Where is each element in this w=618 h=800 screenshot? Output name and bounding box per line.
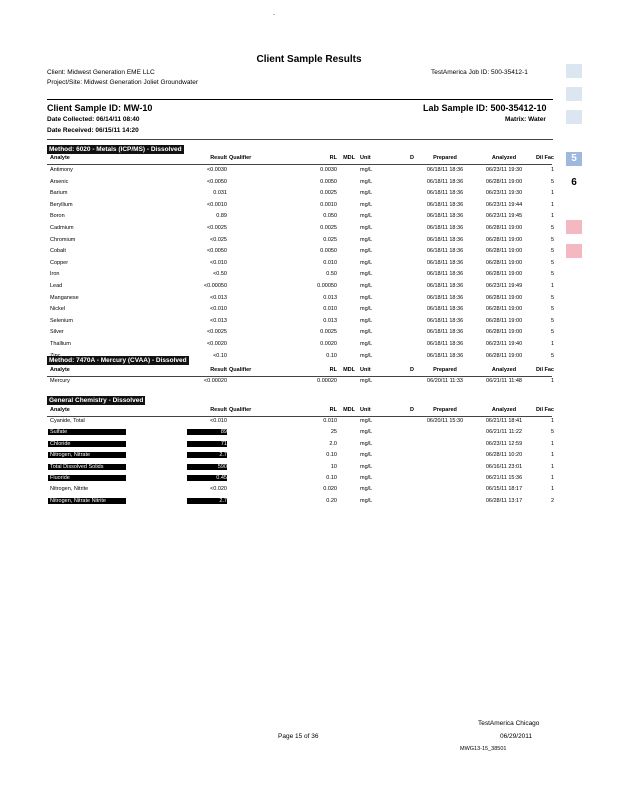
cell-analyzed: 06/28/11 19:00 [485, 225, 523, 231]
cell-rl: 0.20 [326, 497, 337, 504]
cell-dil-fac: 1 [550, 190, 554, 197]
cell-dil-fac: 5 [550, 329, 554, 336]
cell-dil-fac: 5 [550, 306, 554, 313]
cell-analyzed: 06/28/11 19:00 [485, 271, 523, 278]
cell-result: 2.7 [187, 498, 227, 504]
cell-unit: mg/L [360, 190, 373, 197]
side-tab-label: 5 [571, 153, 577, 164]
table-row [47, 213, 557, 223]
cell-prepared: 06/18/11 18:36 [426, 178, 464, 185]
table-row [47, 260, 557, 270]
column-header-row [47, 407, 557, 415]
cell-prepared: 06/18/11 18:36 [426, 306, 464, 313]
table-row [47, 378, 557, 388]
cell-analyte: Chromium [50, 236, 76, 243]
table-row [47, 295, 557, 305]
cell-rl: 0.010 [323, 306, 337, 313]
col-qualifier: Qualifier [229, 407, 252, 413]
footer-page-number: Page 15 of 36 [278, 733, 319, 740]
cell-result: <0.013 [210, 317, 227, 324]
cell-rl: 0.0025 [320, 190, 337, 197]
col-prepared: Prepared [433, 367, 457, 373]
cell-dil-fac: 5 [550, 248, 554, 255]
cell-rl: 0.0025 [320, 329, 337, 336]
cell-unit: mg/L [360, 167, 373, 173]
cell-unit: mg/L [360, 429, 373, 436]
cell-unit: mg/L [360, 378, 373, 384]
table-row [47, 475, 557, 485]
cell-unit: mg/L [360, 213, 373, 220]
cell-analyzed: 06/28/11 19:00 [485, 329, 523, 336]
cell-rl: 0.0050 [320, 178, 337, 185]
cell-dil-fac: 1 [550, 167, 554, 173]
side-tab[interactable] [566, 244, 582, 258]
col-result: Result [210, 155, 227, 161]
cell-dil-fac: 1 [550, 341, 554, 347]
cell-prepared: 06/18/11 18:36 [426, 190, 464, 197]
table-row [47, 202, 557, 212]
col-d: D [410, 367, 414, 373]
side-tab[interactable] [566, 110, 582, 124]
cell-analyzed: 06/28/11 19:00 [485, 306, 523, 313]
col-analyte: Analyte [50, 367, 70, 373]
cell-analyte: Boron [50, 213, 65, 220]
table-row [47, 225, 557, 235]
cell-result: 0.031 [213, 190, 227, 197]
cell-rl: 0.013 [323, 317, 337, 324]
sample-divider [47, 139, 553, 140]
cell-rl: 10 [330, 463, 337, 470]
cell-unit: mg/L [360, 497, 373, 504]
cell-result: <0.0025 [206, 329, 227, 336]
cell-rl: 0.025 [323, 236, 337, 243]
job-id: TestAmerica Job ID: 500-35412-1 [431, 69, 528, 76]
cell-dil-fac: 1 [550, 452, 554, 459]
cell-analyte: Cadmium [50, 225, 74, 231]
cell-dil-fac: 1 [550, 213, 554, 220]
cell-rl: 0.010 [323, 418, 337, 424]
cell-result: <0.0020 [206, 341, 227, 347]
col-analyte: Analyte [50, 407, 70, 413]
table-row [47, 329, 557, 339]
cell-result: <0.0010 [206, 201, 227, 208]
cell-unit: mg/L [360, 352, 373, 359]
cell-rl: 0.50 [326, 271, 337, 278]
client-sample-id: Client Sample ID: MW-10 [47, 103, 153, 113]
cell-result: <0.10 [213, 352, 227, 359]
cell-analyzed: 06/21/11 15:36 [485, 475, 523, 481]
cell-analyzed: 06/23/11 19:30 [485, 167, 523, 173]
cell-rl: 0.020 [323, 486, 337, 493]
table-row [47, 179, 557, 189]
cell-dil-fac: 1 [550, 201, 554, 208]
cell-rl: 2.0 [329, 440, 337, 447]
cell-analyte: Barium [50, 190, 68, 197]
cell-result: <0.00050 [203, 283, 227, 289]
cell-result: <0.50 [213, 271, 227, 278]
page-title: Client Sample Results [256, 54, 362, 65]
cell-prepared: 06/18/11 18:36 [426, 259, 464, 266]
cell-rl: 0.10 [326, 352, 337, 359]
cell-analyte: Thallium [50, 341, 71, 347]
lab-sample-id: Lab Sample ID: 500-35412-10 [423, 103, 547, 113]
col-d: D [410, 155, 414, 161]
cell-prepared: 06/18/11 18:36 [426, 225, 464, 231]
col-dil-fac: Dil Fac [535, 367, 554, 373]
col-rl: RL [329, 407, 337, 413]
section-title-general-chemistry: General Chemistry - Dissolved [49, 397, 144, 404]
cell-unit: mg/L [360, 259, 373, 266]
cell-analyzed: 06/28/11 19:00 [485, 178, 523, 185]
cell-result: 0.45 [187, 475, 227, 481]
cell-dil-fac: 2 [550, 497, 554, 504]
cell-rl: 0.013 [323, 294, 337, 301]
client-name: Client: Midwest Generation EME LLC [47, 69, 155, 76]
cell-analyte: Cobalt [50, 248, 66, 255]
cell-prepared: 06/18/11 18:36 [426, 352, 464, 359]
col-prepared: Prepared [433, 155, 457, 161]
column-header-rule [47, 376, 552, 377]
date-received: Date Received: 06/15/11 14:20 [47, 127, 139, 134]
cell-result: <0.025 [210, 236, 227, 243]
cell-analyte: Nitrogen, Nitrate [48, 452, 126, 458]
cell-prepared: 06/18/11 18:36 [426, 317, 464, 324]
cell-result: <0.0050 [206, 248, 227, 255]
cell-dil-fac: 1 [550, 475, 554, 481]
cell-prepared: 06/18/11 18:36 [426, 167, 464, 173]
cell-analyte: Nitrogen, Nitrate Nitrite [48, 498, 126, 504]
table-row [47, 486, 557, 496]
header-divider [47, 99, 553, 100]
cell-analyzed: 06/28/11 19:00 [485, 259, 523, 266]
side-tab-label: 6 [571, 177, 577, 188]
cell-analyzed: 06/23/11 19:45 [485, 213, 523, 220]
col-unit: Unit [360, 367, 371, 373]
section-title-metals: Method: 6020 - Metals (ICP/MS) - Dissolved [49, 146, 182, 153]
cell-dil-fac: 1 [550, 283, 554, 289]
cell-rl: 0.10 [326, 475, 337, 481]
column-header-rule [47, 416, 552, 417]
cell-analyte: Arsenic [50, 178, 69, 185]
cell-analyte: Iron [50, 271, 60, 278]
cell-dil-fac: 5 [550, 294, 554, 301]
cell-analyzed: 06/28/11 19:00 [485, 294, 523, 301]
cell-dil-fac: 5 [550, 317, 554, 324]
cell-result: 71 [187, 441, 227, 447]
cell-unit: mg/L [360, 201, 373, 208]
col-mdl: MDL [343, 367, 355, 373]
cell-analyzed: 06/21/11 11:22 [486, 429, 522, 436]
cell-rl: 0.010 [323, 259, 337, 266]
cell-rl: 0.050 [323, 213, 337, 220]
table-row [47, 464, 557, 474]
cell-analyzed: 06/23/11 19:44 [485, 201, 523, 208]
cell-unit: mg/L [360, 486, 373, 493]
cell-prepared: 06/18/11 18:36 [426, 248, 464, 255]
table-row [47, 418, 557, 428]
cell-unit: mg/L [360, 294, 373, 301]
side-tab[interactable] [566, 220, 582, 234]
cell-unit: mg/L [360, 317, 373, 324]
cell-analyte: Sulfate [48, 429, 126, 435]
col-unit: Unit [360, 155, 371, 161]
cell-analyte: Copper [50, 259, 69, 266]
cell-dil-fac: 5 [550, 259, 554, 266]
cell-analyte: Selenium [50, 317, 73, 324]
cell-rl: 0.00020 [317, 378, 337, 384]
cell-dil-fac: 5 [550, 429, 554, 436]
table-row [47, 441, 557, 451]
cell-analyte: Mercury [50, 378, 70, 384]
cell-analyte: Nickel [50, 306, 65, 313]
project-site: Project/Site: Midwest Generation Joliet Groundwater [47, 79, 199, 86]
cell-analyzed: 06/28/11 19:00 [485, 352, 523, 359]
cell-prepared: 06/20/11 11:33 [427, 378, 463, 384]
column-header-row [47, 367, 557, 375]
cell-unit: mg/L [360, 306, 373, 313]
cell-unit: mg/L [360, 248, 373, 255]
cell-rl: 0.0050 [320, 248, 337, 255]
cell-rl: 0.0020 [320, 341, 337, 347]
cell-analyzed: 06/28/11 13:17 [485, 497, 523, 504]
table-row [47, 248, 557, 258]
cell-result: <0.020 [210, 486, 227, 493]
table-row [47, 306, 557, 316]
cell-unit: mg/L [360, 329, 373, 336]
table-row [47, 452, 557, 462]
cell-prepared: 06/18/11 18:36 [426, 213, 464, 220]
cell-rl: 0.0030 [320, 167, 337, 173]
cell-rl: 0.0025 [320, 225, 337, 231]
cell-dil-fac: 5 [550, 178, 554, 185]
col-result: Result [210, 367, 227, 373]
cell-analyzed: 06/28/11 19:00 [485, 236, 523, 243]
cell-rl: 0.10 [326, 452, 337, 459]
cell-unit: mg/L [360, 178, 373, 185]
cell-analyzed: 06/15/11 18:17 [485, 486, 523, 493]
cell-dil-fac: 1 [550, 463, 554, 470]
cell-analyzed: 06/23/11 19:30 [485, 190, 523, 197]
table-row [47, 429, 557, 439]
cell-unit: mg/L [360, 475, 373, 481]
table-row [47, 283, 557, 293]
cell-rl: 25 [330, 429, 337, 436]
cell-analyte: Manganese [50, 294, 79, 301]
col-analyte: Analyte [50, 155, 70, 161]
cell-analyzed: 06/28/11 19:00 [485, 317, 523, 324]
side-tab[interactable] [566, 87, 582, 101]
cell-prepared: 06/20/11 15:30 [426, 418, 464, 424]
cell-analyzed: 06/28/11 10:20 [485, 452, 523, 459]
cell-unit: mg/L [360, 283, 373, 289]
col-mdl: MDL [343, 407, 355, 413]
cell-result: 2.7 [187, 452, 227, 458]
cell-unit: mg/L [360, 271, 373, 278]
table-row [47, 167, 557, 177]
cell-prepared: 06/18/11 18:36 [426, 283, 464, 289]
cell-unit: mg/L [360, 225, 373, 231]
cell-dil-fac: 5 [550, 225, 554, 231]
cell-analyte: Total Dissolved Solids [48, 464, 126, 470]
cell-result: <0.00020 [203, 378, 227, 384]
cell-result: <0.0030 [206, 167, 227, 173]
column-header-rule [47, 164, 552, 165]
matrix: Matrix: Water [505, 116, 546, 123]
cell-analyte: Silver [50, 329, 64, 336]
table-row [47, 318, 557, 328]
table-row [47, 271, 557, 281]
cell-dil-fac: 1 [550, 378, 554, 384]
table-row [47, 190, 557, 200]
col-mdl: MDL [343, 155, 355, 161]
cell-analyzed: 06/23/11 19:40 [485, 341, 523, 347]
footer-document-id: MWG13-15_38501 [460, 746, 507, 752]
cell-dil-fac: 5 [550, 271, 554, 278]
side-tab[interactable] [566, 64, 582, 78]
side-tab[interactable] [566, 176, 582, 190]
col-qualifier: Qualifier [229, 367, 252, 373]
cell-prepared: 06/18/11 18:36 [426, 201, 464, 208]
column-header-row [47, 155, 557, 163]
col-d: D [410, 407, 414, 413]
cell-analyte: Lead [50, 283, 63, 289]
cell-dil-fac: 5 [550, 352, 554, 359]
footer-lab-name: TestAmerica Chicago [478, 720, 540, 727]
cell-result: <0.010 [210, 418, 227, 424]
col-rl: RL [329, 367, 337, 373]
col-dil-fac: Dil Fac [535, 407, 554, 413]
cell-result: 590 [187, 464, 227, 470]
table-row [47, 237, 557, 247]
cell-dil-fac: 1 [550, 486, 554, 493]
col-prepared: Prepared [433, 407, 457, 413]
cell-prepared: 06/18/11 18:36 [426, 294, 464, 301]
cell-analyte: Beryllium [50, 201, 73, 208]
scan-mark [273, 14, 275, 15]
cell-unit: mg/L [360, 463, 373, 470]
cell-analyzed: 06/21/11 11:48 [486, 378, 522, 384]
cell-prepared: 06/18/11 18:36 [426, 329, 464, 336]
cell-analyzed: 06/21/11 18:41 [485, 418, 523, 424]
cell-result: 0.89 [216, 213, 227, 220]
col-result: Result [210, 407, 227, 413]
cell-analyte: Nitrogen, Nitrite [50, 486, 89, 493]
cell-result: <0.0050 [206, 178, 227, 185]
col-analyzed: Analyzed [491, 155, 517, 161]
col-unit: Unit [360, 407, 371, 413]
cell-unit: mg/L [360, 341, 373, 347]
col-rl: RL [329, 155, 337, 161]
cell-unit: mg/L [360, 418, 373, 424]
cell-analyte: Cyanide, Total [50, 418, 85, 424]
cell-prepared: 06/18/11 18:36 [426, 271, 464, 278]
cell-result: 89 [187, 429, 227, 435]
cell-unit: mg/L [360, 440, 373, 447]
cell-analyzed: 06/16/11 23:01 [485, 463, 523, 470]
col-analyzed: Analyzed [491, 407, 517, 413]
date-collected: Date Collected: 06/14/11 08:40 [47, 116, 140, 123]
cell-analyzed: 06/28/11 19:00 [485, 248, 523, 255]
cell-result: <0.0025 [206, 225, 227, 231]
cell-dil-fac: 5 [550, 236, 554, 243]
col-qualifier: Qualifier [229, 155, 252, 161]
cell-rl: 0.0010 [320, 201, 337, 208]
cell-analyte: Fluoride [48, 475, 126, 481]
table-row [47, 498, 557, 508]
cell-rl: 0.00050 [317, 283, 337, 289]
cell-prepared: 06/18/11 18:36 [426, 341, 464, 347]
cell-result: <0.010 [210, 259, 227, 266]
cell-unit: mg/L [360, 452, 373, 459]
cell-result: <0.010 [210, 306, 227, 313]
footer-report-date: 06/29/2011 [500, 733, 533, 740]
col-analyzed: Analyzed [491, 367, 517, 373]
cell-analyzed: 06/23/11 19:49 [485, 283, 523, 289]
col-dil-fac: Dil Fac [535, 155, 554, 161]
side-tab[interactable] [566, 152, 582, 166]
cell-prepared: 06/18/11 18:36 [426, 236, 464, 243]
section-title-mercury: Method: 7470A - Mercury (CVAA) - Dissolved [49, 357, 187, 364]
cell-result: <0.013 [210, 294, 227, 301]
cell-analyzed: 06/23/11 12:59 [485, 440, 523, 447]
cell-analyte: Chloride [48, 441, 126, 447]
cell-dil-fac: 1 [550, 418, 554, 424]
cell-analyte: Antimony [50, 167, 73, 173]
table-row [47, 341, 557, 351]
cell-unit: mg/L [360, 236, 373, 243]
cell-dil-fac: 1 [550, 440, 554, 447]
